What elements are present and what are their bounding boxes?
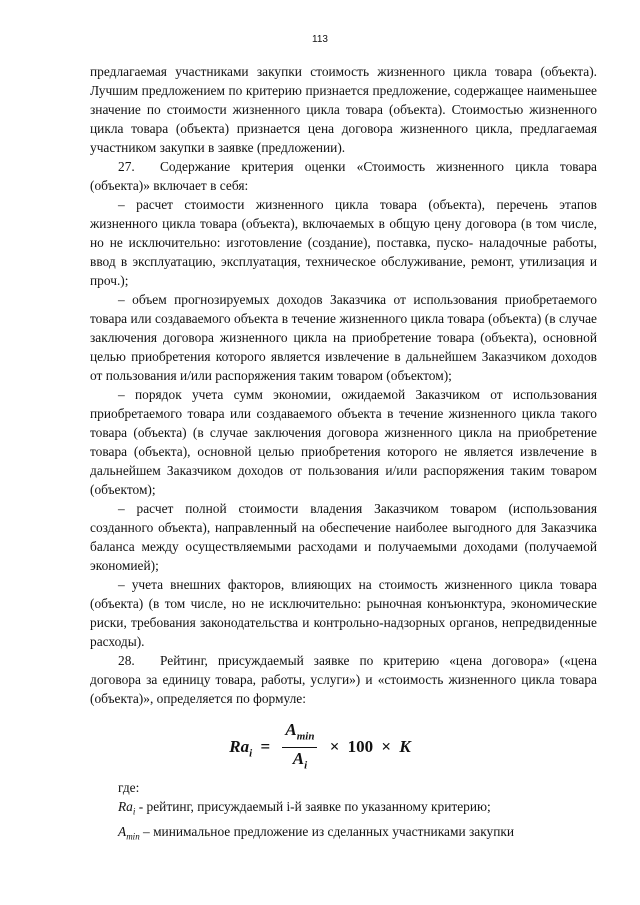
list-item-savings: – порядок учета сумм экономии, ожидаемой Заказчиком от использования приобретаемого товара или создаваемого объекта в течение жизненного цикла такого товара (объекта) (в случае заключения договора жизненного цикла на приобретение товара (объекта), основной целью приобретения которого не является извлечение в дальнейшем Заказчиком доходов от пользования и/или распоряжения таким товаром (объектом); [90,387,597,497]
list-item-external-factors: – учета внешних факторов, влияющих на стоимость жизненного цикла товара (объекта) (в том числе, но не исключительно: рыночная конъюнктура, экономические риски, требования законодательства и контрольно-надзорных органов, непредвиденные расходы). [90,577,597,649]
list-item-ownership-cost: – расчет полной стоимости владения Заказчиком товаром (использования созданного объекта), направленный на обеспечение наиболее выгодного для Заказчика баланса между осуществляемыми расходами и получаемыми доходами (получаемой экономией); [90,501,597,573]
formula-denominator: $A_i$ [292,749,308,772]
legend-amin: $A_{min}$ – минимальное предложение из сделанных участниками закупки [118,823,515,842]
paragraph-28 [90,651,597,708]
formula-equals: = [260,736,271,756]
formula-times-2: × [381,736,392,756]
list-item-lifecycle-cost: – расчет стоимости жизненного цикла товара (объекта), перечень этапов жизненного цикла товара (объекта), включаемых в общую цену договора (в том числе, но не исключительно: изготовление (создание), поставка, пуско- наладочные работы, ввод в эксплуатацию, эксплуатация, техническое обслуживание, ремонт, утилизация и проч.); [90,197,597,288]
document-body [90,62,597,708]
paragraph-27-number: 27. [118,159,135,174]
formula-lhs: $Ra_i$ [229,736,253,760]
formula-times-1: × [329,736,340,756]
legend-ra: $Ra_i$ - рейтинг, присуждаемый i-й заявке по указанному критерию; [118,799,491,817]
formula-k: K [399,736,411,756]
formula-legend [90,778,597,846]
paragraph-28-number: 28. [118,653,135,668]
list-item-forecast-income: – объем прогнозируемых доходов Заказчика от использования приобретаемого товара или создаваемого объекта в течение жизненного цикла товара (объекта) (в случае заключения договора жизненного цикла на приобретение товара (объекта), основной целью приобретения которого является извлечение в дальнейшем Заказчиком доходов от пользования и/или распоряжения таким товаром (объектом); [90,292,597,383]
paragraph-27-text: Содержание критерия оценки «Стоимость жизненного цикла товара (объекта)» включает в себя: [90,159,597,193]
paragraph-continuation: предлагаемая участниками закупки стоимость жизненного цикла товара (объекта). Лучшим предложением по критерию признается предложение, содержащее наименьшее значение по стоимости жизненного цикла товара (объекта). Стоимостью жизненного цикла товара (объекта) признается цена договора жизненного цикла, предлагаемая участником закупки в заявке (предложении). [90,64,597,155]
formula-hundred: 100 [347,736,374,756]
formula-fraction [282,720,317,776]
paragraph-27 [90,157,597,195]
legend-where: где: [118,780,140,795]
page-number: 113 [312,34,328,45]
paragraph-28-text: Рейтинг, присуждаемый заявке по критерию «цена договора» («цена договора за единицу товара, работы, услуги») и «стоимость жизненного цикла товара (объекта)», определяется по формуле: [90,653,597,706]
formula-numerator: $A_{min}$ [282,720,317,748]
rating-formula [0,720,640,776]
